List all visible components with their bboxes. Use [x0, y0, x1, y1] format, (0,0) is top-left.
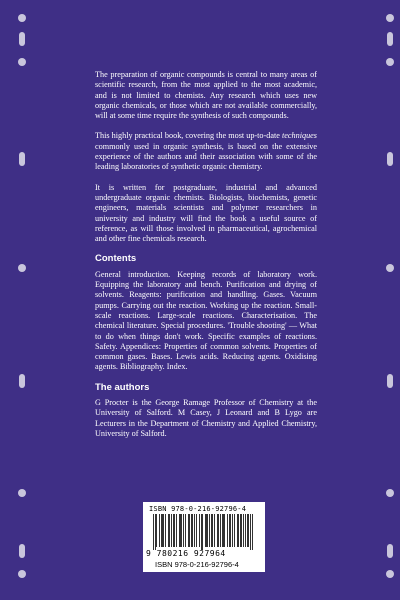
barcode-bar — [234, 514, 235, 547]
right-dot-rail — [386, 14, 394, 580]
barcode-bar — [214, 514, 215, 547]
barcode-bar — [209, 514, 210, 547]
practical-text-start: This highly practical book, covering the most up-to-date — [95, 131, 282, 141]
barcode-bar — [159, 514, 160, 547]
blurb-text — [95, 70, 317, 449]
decorative-dash — [19, 152, 25, 166]
barcode-bar — [169, 514, 170, 547]
decorative-dash — [387, 374, 393, 388]
barcode-bar — [218, 514, 219, 547]
barcode-bar — [223, 514, 224, 547]
intro-paragraph: The preparation of organic compounds is central to many areas of scientific research, from the most applied to the most academic, and is not limited to chemists. Any research which uses new organic chemicals, or those which are not available commercially, will at some time require the synthesis of such compounds. — [95, 70, 317, 121]
barcode-bar — [189, 514, 190, 547]
authors-text: G Procter is the George Ramage Professor of Chemistry at the University of Salford. M Casey, J Leonard and B Lygo are Lecturers in the Department of Chemistry and Applied Chemistry, University of Salford. — [95, 398, 317, 438]
barcode-bar — [181, 514, 182, 547]
decorative-dot — [18, 489, 26, 497]
practical-text-end: commonly used in organic synthesis, is based on the extensive experience of the authors and their association with some of the leading laboratories of synthetic organic chemistry. — [95, 141, 317, 172]
isbn-bottom-text: ISBN 978-0-216-92796-4 — [155, 560, 239, 569]
decorative-dot — [18, 570, 26, 578]
barcode-bar — [252, 514, 253, 550]
audience-paragraph: It is written for postgraduate, industrial and advanced undergraduate organic chemists. Biologists, biochemists, genetic engineers, materials scientists and polymer researchers in university and industry will find the book a useful source of reference, as will those involved in pharmaceutical, agrochemical and other fine chemicals research. — [95, 182, 317, 244]
decorative-dot — [386, 264, 394, 272]
decorative-dash — [387, 544, 393, 558]
barcode-bar — [241, 514, 242, 547]
barcode-bar — [205, 514, 206, 547]
barcode-bar — [232, 514, 233, 547]
barcode-bar — [220, 514, 221, 547]
barcode-bar — [191, 514, 192, 547]
barcode-bar — [165, 514, 166, 547]
barcode-bar — [243, 514, 244, 547]
decorative-dot — [386, 14, 394, 22]
barcode-bar — [212, 514, 213, 547]
contents-heading: Contents — [95, 253, 137, 265]
barcode-bar — [183, 514, 184, 547]
barcode-label — [143, 502, 265, 572]
decorative-dash — [387, 32, 393, 46]
barcode-bar — [179, 514, 180, 547]
decorative-dash — [19, 374, 25, 388]
isbn-top-text: ISBN 978-0-216-92796-4 — [149, 505, 247, 513]
practical-emphasis: techniques — [281, 131, 317, 141]
barcode-bar — [211, 514, 212, 547]
barcode-bar — [224, 514, 225, 547]
barcode-bar — [156, 514, 157, 547]
decorative-dot — [386, 489, 394, 497]
barcode-bar — [207, 514, 208, 547]
barcode-bar — [201, 514, 202, 550]
barcode-bar — [196, 514, 197, 547]
left-dot-rail — [18, 14, 26, 580]
barcode-bar — [153, 514, 154, 550]
ean-digits: 9 780216 927964 — [146, 549, 226, 558]
barcode-bar — [206, 514, 207, 547]
barcode-bar — [245, 514, 246, 547]
decorative-dash — [19, 544, 25, 558]
barcode-bar — [188, 514, 189, 547]
decorative-dash — [387, 152, 393, 166]
barcode-bar — [176, 514, 177, 547]
barcode-bar — [162, 514, 163, 547]
decorative-dot — [18, 264, 26, 272]
barcode-bar — [247, 514, 248, 547]
barcode-bar — [163, 514, 164, 547]
decorative-dot — [18, 58, 26, 66]
barcode-bar — [185, 514, 186, 547]
barcode-bar — [238, 514, 239, 547]
barcode-bar — [227, 514, 228, 547]
barcode-bar — [230, 514, 231, 547]
barcode-bar — [250, 514, 251, 550]
authors-heading: The authors — [95, 381, 150, 393]
barcode-image — [153, 514, 253, 550]
decorative-dot — [386, 570, 394, 578]
barcode-bar — [237, 514, 238, 547]
decorative-dot — [18, 14, 26, 22]
barcode-bar — [161, 514, 162, 547]
barcode-bar — [199, 514, 200, 547]
barcode-bar — [192, 514, 193, 547]
barcode-bar — [222, 514, 223, 547]
barcode-bar — [155, 514, 156, 550]
barcode-bar — [240, 514, 241, 547]
barcode-bar — [168, 514, 169, 547]
decorative-dot — [386, 58, 394, 66]
contents-text: General introduction. Keeping records of laboratory work. Equipping the laboratory and bench. Purification and drying of solvents. Reagents: purification and handling. Gases. Vacuum pumps. Carrying out the reaction. Working up the reaction. Small-scale reactions. Large-scale reactions. Characterisation. The chemical literature. Special procedures. 'Trouble shooting' — What to do when things don't work. Specific examples of reactions. Safety. Appendices: Properties of common solvents. Properties of common gases. Bases. Lewis acids. Reducing agents. Oxidising agents. Bibliography. Index. — [95, 269, 317, 372]
barcode-bar — [202, 514, 203, 550]
barcode-bar — [174, 514, 175, 547]
barcode-bar — [194, 514, 195, 547]
barcode-bar — [171, 514, 172, 547]
barcode-bar — [217, 514, 218, 547]
barcode-bar — [248, 514, 249, 547]
barcode-bar — [229, 514, 230, 547]
barcode-bar — [173, 514, 174, 547]
barcode-bar — [180, 514, 181, 547]
practical-paragraph — [95, 131, 317, 172]
decorative-dash — [19, 32, 25, 46]
